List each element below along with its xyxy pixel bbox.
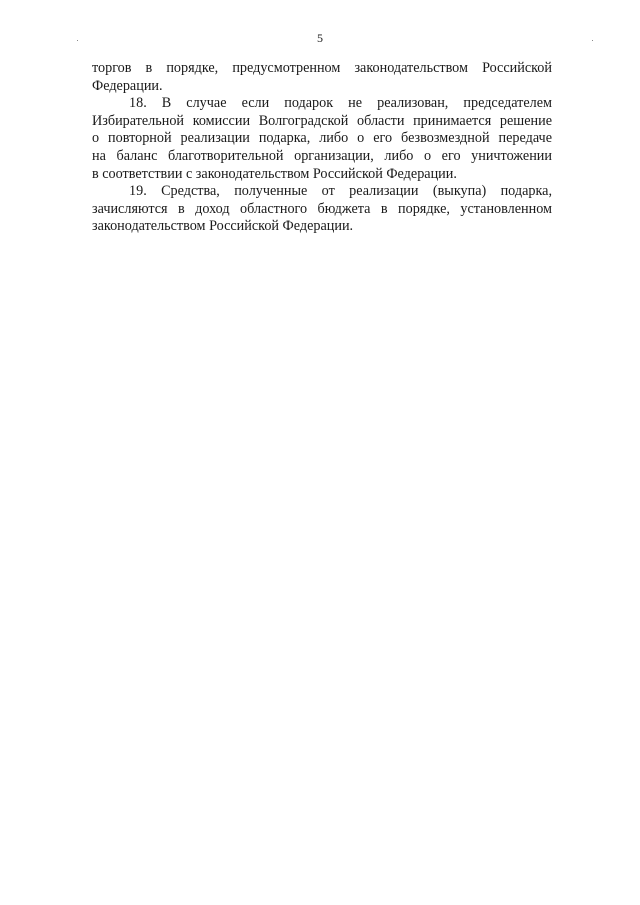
- page-number: 5: [317, 31, 323, 45]
- paragraph-18-first-line: 18. В случае если подарок не реализован, председателем: [129, 95, 552, 112]
- text-line: зачисляются в доход областного бюджета в порядке, установленном: [92, 200, 552, 217]
- text-line: законодательством Российской Федерации.: [92, 218, 354, 235]
- text-line: на баланс благотворительной организации, либо о его уничтожении: [92, 147, 552, 164]
- text-line: торгов в порядке, предусмотренном законодательством Российской: [92, 60, 552, 76]
- text-line: о повторной реализации подарка, либо о его безвозмездной передаче: [92, 130, 552, 147]
- paragraph-19-first-line: 19. Средства, полученные от реализации (выкупа) подарка,: [129, 183, 552, 200]
- document-body: [92, 60, 552, 236]
- text-line: в соответствии с законодательством Российской Федерации.: [92, 165, 457, 182]
- text-line: Федерации.: [92, 77, 163, 94]
- text-line: Избирательной комиссии Волгоградской области принимается решение: [92, 112, 552, 129]
